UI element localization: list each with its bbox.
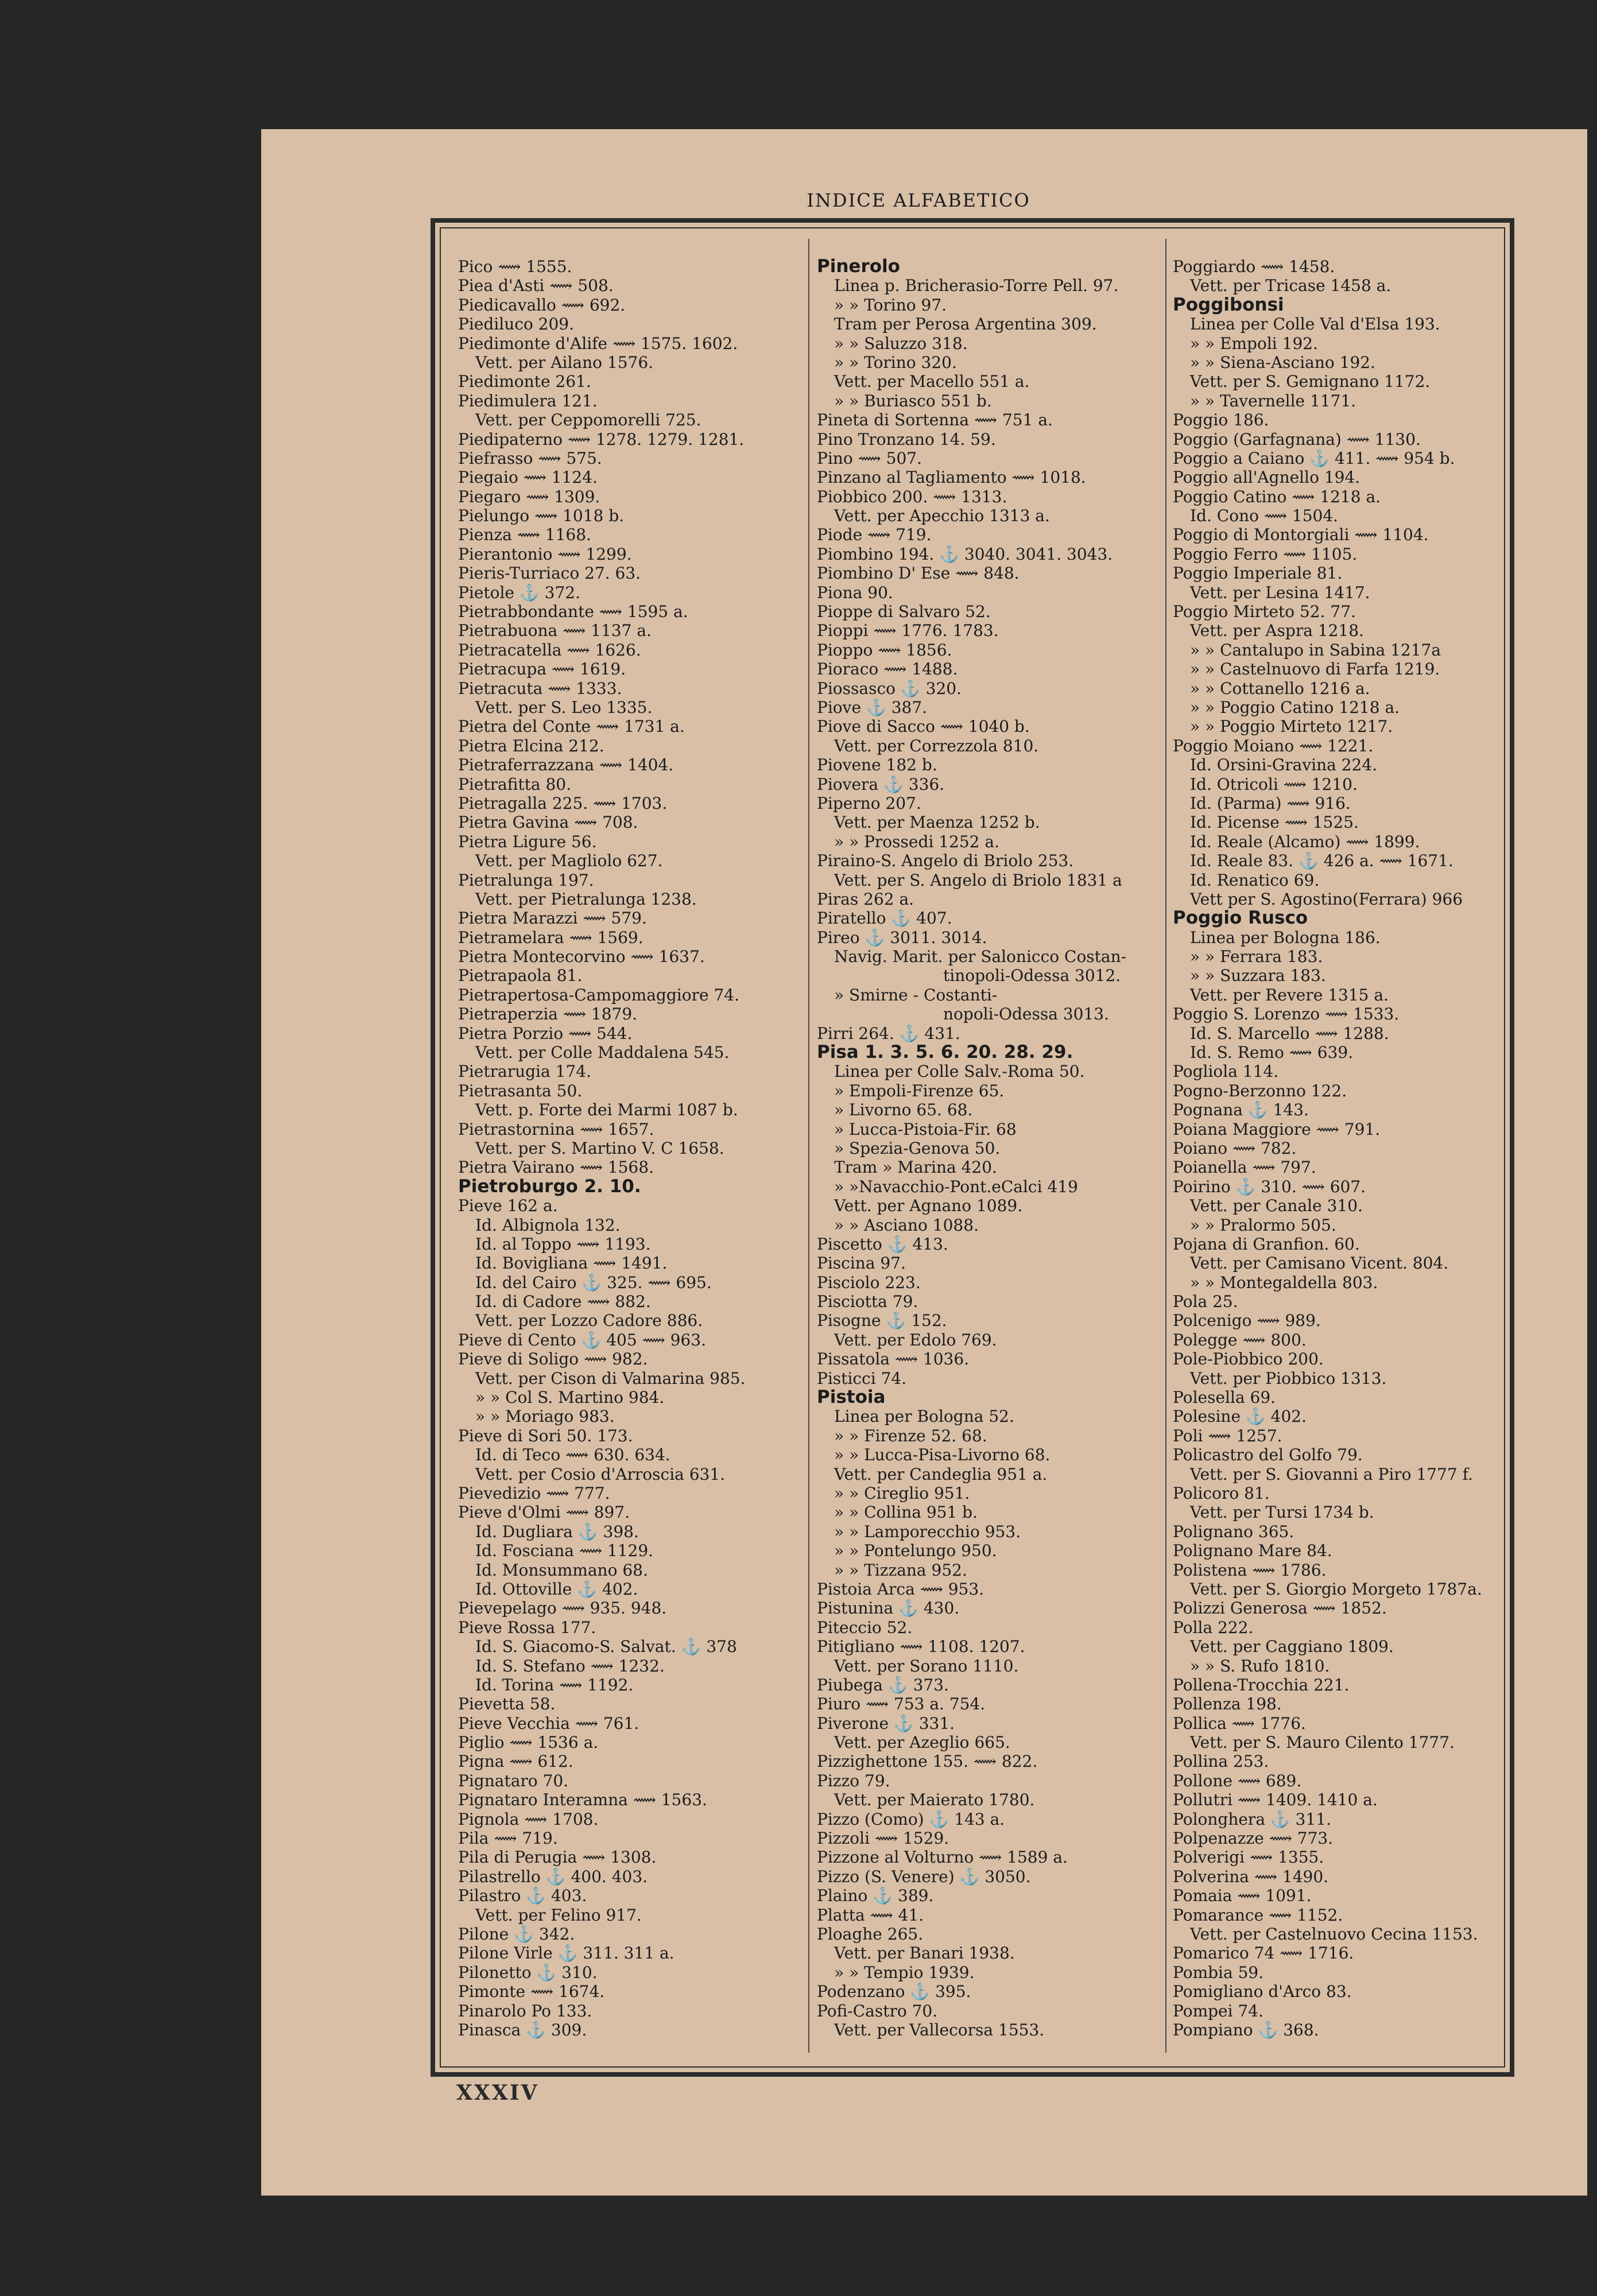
index-entry: Vett. per S. Giorgio Morgeto 1787a. xyxy=(1190,1579,1482,1599)
index-entry: » »Navacchio-Pont.eCalci 419 xyxy=(834,1177,1078,1196)
index-entry: Pioppo ⟿ 1856. xyxy=(817,640,952,660)
index-entry: Pizzo (S. Venere) ⚓ 3050. xyxy=(817,1867,1031,1886)
index-entry: Pieve Vecchia ⟿ 761. xyxy=(458,1713,639,1733)
index-entry: Poggio S. Lorenzo ⟿ 1533. xyxy=(1173,1004,1400,1024)
index-column-1 xyxy=(458,257,811,2039)
index-entry: Vett. per Cosio d'Arroscia 631. xyxy=(475,1464,726,1484)
index-entry: Pietracuta ⟿ 1333. xyxy=(458,678,622,698)
index-entry: Id. Albignola 132. xyxy=(475,1215,621,1235)
index-entry: Piteccio 52. xyxy=(817,1618,913,1637)
index-entry: Piossasco ⚓ 320. xyxy=(817,678,962,698)
index-entry: » » Torino 97. xyxy=(834,295,947,315)
index-entry: Poggio Moiano ⟿ 1221. xyxy=(1173,736,1374,755)
index-entry: » » Tavernelle 1171. xyxy=(1190,391,1356,410)
index-entry: Pietroburgo 2. 10. xyxy=(458,1176,641,1197)
index-entry: Vett. per Canale 310. xyxy=(1190,1196,1363,1216)
index-entry: Polignano 365. xyxy=(1173,1522,1294,1541)
index-entry: Pofi-Castro 70. xyxy=(817,2001,938,2020)
index-entry: Pieve Rossa 177. xyxy=(458,1618,596,1637)
index-entry: Poiana Maggiore ⟿ 791. xyxy=(1173,1119,1381,1139)
index-entry: Id. S. Marcello ⟿ 1288. xyxy=(1190,1023,1389,1043)
index-entry: Pizzo 79. xyxy=(817,1771,890,1790)
index-entry: » Empoli-Firenze 65. xyxy=(834,1081,1005,1100)
index-entry: Id. S. Giacomo-S. Salvat. ⚓ 378 xyxy=(475,1637,737,1657)
index-entry: Pilone Virle ⚓ 311. 311 a. xyxy=(458,1944,675,1963)
index-entry: » » Suzzara 183. xyxy=(1190,966,1326,986)
index-entry: Pino ⟿ 507. xyxy=(817,448,922,468)
index-entry: » » Lamporecchio 953. xyxy=(834,1522,1021,1541)
index-entry: Pisciotta 79. xyxy=(817,1292,918,1312)
index-entry: Pollone ⟿ 689. xyxy=(1173,1771,1302,1790)
index-entry: Pila ⟿ 719. xyxy=(458,1829,558,1848)
index-entry: Piedimulera 121. xyxy=(458,391,598,410)
index-entry: tinopoli-Odessa 3012. xyxy=(943,966,1121,986)
index-entry: Pievetta 58. xyxy=(458,1694,556,1714)
index-entry: Vett. per Cison di Valmarina 985. xyxy=(475,1368,746,1388)
index-entry: Pietra Gavina ⟿ 708. xyxy=(458,813,638,832)
index-entry: Vett. per Felino 917. xyxy=(475,1905,642,1925)
index-entry: Pinasca ⚓ 309. xyxy=(458,2020,587,2039)
index-entry: Vett. per S. Martino V. C 1658. xyxy=(475,1138,724,1158)
index-entry: Pistunina ⚓ 430. xyxy=(817,1599,960,1618)
index-entry: » » Poggio Catino 1218 a. xyxy=(1190,697,1400,717)
index-entry: Pompei 74. xyxy=(1173,2001,1263,2020)
index-entry: Pigna ⟿ 612. xyxy=(458,1752,573,1771)
index-entry: Vett. per Magliolo 627. xyxy=(475,851,663,871)
index-column-3 xyxy=(1173,257,1503,2039)
index-entry: Vett. per Apecchio 1313 a. xyxy=(834,506,1050,526)
index-entry: Pietra Porzio ⟿ 544. xyxy=(458,1023,633,1043)
index-entry: Piefrasso ⟿ 575. xyxy=(458,448,602,468)
index-entry: Pomarance ⟿ 1152. xyxy=(1173,1905,1343,1925)
index-entry: Polonghera ⚓ 311. xyxy=(1173,1809,1332,1829)
index-entry: » » Tizzana 952. xyxy=(834,1560,967,1580)
index-entry: Piombino D' Ese ⟿ 848. xyxy=(817,564,1020,583)
index-entry: Pollina 253. xyxy=(1173,1752,1269,1771)
index-entry: Polesella 69. xyxy=(1173,1388,1276,1407)
index-entry: Pollena-Trocchia 221. xyxy=(1173,1675,1350,1694)
index-entry: Id. Reale 83. ⚓ 426 a. ⟿ 1671. xyxy=(1190,851,1453,871)
index-entry: Platta ⟿ 41. xyxy=(817,1905,924,1925)
index-entry: Pollica ⟿ 1776. xyxy=(1173,1713,1306,1733)
index-entry: Plaino ⚓ 389. xyxy=(817,1886,934,1906)
index-entry: Poggibonsi xyxy=(1173,294,1284,315)
index-entry: Vett. per Sorano 1110. xyxy=(834,1656,1019,1676)
index-entry: Pistoia Arca ⟿ 953. xyxy=(817,1579,984,1599)
index-entry: Vett. per Camisano Vicent. 804. xyxy=(1190,1254,1449,1273)
index-entry: Pilonetto ⚓ 310. xyxy=(458,1963,598,1982)
index-entry: Pino Tronzano 14. 59. xyxy=(817,429,996,449)
index-entry: Pieve d'Olmi ⟿ 897. xyxy=(458,1503,630,1522)
index-entry: Vett. per Piobbico 1313. xyxy=(1190,1368,1387,1388)
index-entry: Vett. per Correzzola 810. xyxy=(834,736,1039,755)
index-entry: Vett. per Agnano 1089. xyxy=(834,1196,1023,1216)
index-entry: Pisa 1. 3. 5. 6. 20. 28. 29. xyxy=(817,1042,1073,1063)
index-entry: Id. al Toppo ⟿ 1193. xyxy=(475,1234,651,1254)
index-entry: Pistoia xyxy=(817,1387,886,1408)
index-entry: Polverina ⟿ 1490. xyxy=(1173,1867,1329,1886)
index-entry: Piedipaterno ⟿ 1278. 1279. 1281. xyxy=(458,429,745,449)
index-entry: Vett. per S. Giovanni a Piro 1777 f. xyxy=(1190,1464,1473,1484)
index-entry: Linea p. Bricherasio-Torre Pell. 97. xyxy=(834,276,1119,296)
index-entry: Piove ⚓ 387. xyxy=(817,697,928,717)
index-entry: » Lucca-Pistoia-Fir. 68 xyxy=(834,1119,1017,1139)
index-entry: Id. Ottoville ⚓ 402. xyxy=(475,1579,638,1599)
index-entry: Pilastrello ⚓ 400. 403. xyxy=(458,1867,648,1886)
index-entry: » » Tempio 1939. xyxy=(834,1963,975,1982)
index-entry: Piobbico 200. ⟿ 1313. xyxy=(817,487,1007,506)
index-entry: Polpenazze ⟿ 773. xyxy=(1173,1829,1334,1848)
index-entry: Pireo ⚓ 3011. 3014. xyxy=(817,928,987,947)
index-entry: Piubega ⚓ 373. xyxy=(817,1675,949,1694)
index-entry: Id. Orsini-Gravina 224. xyxy=(1190,755,1378,775)
index-entry: Linea per Bologna 52. xyxy=(834,1407,1014,1426)
index-entry: Piedimonte d'Alife ⟿ 1575. 1602. xyxy=(458,333,738,353)
index-entry: Piea d'Asti ⟿ 508. xyxy=(458,276,614,296)
index-entry: Vett. per Macello 551 a. xyxy=(834,372,1030,391)
index-entry: Polcenigo ⟿ 989. xyxy=(1173,1311,1321,1331)
index-entry: » » Pralormo 505. xyxy=(1190,1215,1336,1235)
index-column-2 xyxy=(817,257,1170,2039)
index-entry: Vett. per Maenza 1252 b. xyxy=(834,813,1040,832)
index-entry: Pineta di Sortenna ⟿ 751 a. xyxy=(817,410,1053,430)
index-entry: Pizzo (Como) ⚓ 143 a. xyxy=(817,1809,1005,1829)
index-entry: Poggio a Caiano ⚓ 411. ⟿ 954 b. xyxy=(1173,448,1455,468)
index-entry: Policoro 81. xyxy=(1173,1484,1270,1503)
index-entry: Pizzone al Volturno ⟿ 1589 a. xyxy=(817,1848,1068,1867)
index-entry: Pompiano ⚓ 368. xyxy=(1173,2020,1319,2039)
index-entry: Pietracatella ⟿ 1626. xyxy=(458,640,641,660)
index-entry: Vett. per Banari 1938. xyxy=(834,1944,1015,1963)
index-entry: Pietra del Conte ⟿ 1731 a. xyxy=(458,717,685,736)
index-entry: Pollenza 198. xyxy=(1173,1694,1282,1714)
index-entry: Poggio Catino ⟿ 1218 a. xyxy=(1173,487,1381,506)
index-entry: Piratello ⚓ 407. xyxy=(817,909,952,928)
index-entry: Pieve di Sori 50. 173. xyxy=(458,1426,633,1445)
index-entry: » Spezia-Genova 50. xyxy=(834,1138,1001,1158)
index-entry: Poianella ⟿ 797. xyxy=(1173,1158,1316,1177)
index-entry: » » Torino 320. xyxy=(834,352,957,372)
index-entry: Pietrabbondante ⟿ 1595 a. xyxy=(458,602,688,622)
index-entry: Vett. per Maierato 1780. xyxy=(834,1790,1035,1810)
index-entry: Piona 90. xyxy=(817,583,893,602)
index-entry: Id. Dugliara ⚓ 398. xyxy=(475,1522,639,1541)
index-entry: Piperno 207. xyxy=(817,793,921,813)
index-entry: Pietraperzia ⟿ 1879. xyxy=(458,1004,638,1024)
index-entry: Linea per Colle Val d'Elsa 193. xyxy=(1190,315,1440,334)
index-entry: Tram per Perosa Argentina 309. xyxy=(834,315,1097,334)
index-entry: Poggio (Garfagnana) ⟿ 1130. xyxy=(1173,429,1421,449)
index-entry: Pinarolo Po 133. xyxy=(458,2001,592,2020)
index-entry: Pimonte ⟿ 1674. xyxy=(458,1982,605,2002)
index-entry: Pietrapaola 81. xyxy=(458,966,583,986)
index-entry: Vett. per Ceppomorelli 725. xyxy=(475,410,701,430)
index-entry: Pisciolo 223. xyxy=(817,1273,921,1292)
index-entry: Vett. per Edolo 769. xyxy=(834,1330,997,1349)
index-entry: Pitigliano ⟿ 1108. 1207. xyxy=(817,1637,1025,1657)
index-entry: Piove di Sacco ⟿ 1040 b. xyxy=(817,717,1030,736)
index-entry: Piedicavallo ⟿ 692. xyxy=(458,295,626,315)
index-entry: Pizzighettone 155. ⟿ 822. xyxy=(817,1752,1038,1771)
index-entry: Pietrarugia 174. xyxy=(458,1062,591,1081)
index-entry: Pietra Elcina 212. xyxy=(458,736,604,755)
index-entry: Pico ⟿ 1555. xyxy=(458,257,572,276)
index-entry: Pietrastornina ⟿ 1657. xyxy=(458,1119,654,1139)
index-entry: Vett. per S. Mauro Cilento 1777. xyxy=(1190,1733,1455,1752)
index-entry: Pomaia ⟿ 1091. xyxy=(1173,1886,1312,1906)
index-entry: Polverigi ⟿ 1355. xyxy=(1173,1848,1324,1867)
index-entry: Pinzano al Tagliamento ⟿ 1018. xyxy=(817,468,1086,487)
index-entry: Polegge ⟿ 800. xyxy=(1173,1330,1307,1349)
index-entry: Id. Fosciana ⟿ 1129. xyxy=(475,1541,654,1561)
index-entry: Polizzi Generosa ⟿ 1852. xyxy=(1173,1599,1387,1618)
index-entry: Pioraco ⟿ 1488. xyxy=(817,660,958,679)
index-entry: » » Col S. Martino 984. xyxy=(475,1388,665,1407)
index-entry: Pietracupa ⟿ 1619. xyxy=(458,660,626,679)
index-entry: Id. di Teco ⟿ 630. 634. xyxy=(475,1445,670,1465)
index-entry: Id. Torina ⟿ 1192. xyxy=(475,1675,634,1694)
index-entry: » » Prossedi 1252 a. xyxy=(834,832,999,851)
index-entry: » » Cantalupo in Sabina 1217a xyxy=(1190,640,1441,660)
index-entry: Vett. per Azeglio 665. xyxy=(834,1733,1010,1752)
index-entry: Vett. per S. Angelo di Briolo 1831 a xyxy=(834,870,1122,890)
index-entry: Pollutri ⟿ 1409. 1410 a. xyxy=(1173,1790,1378,1810)
index-entry: Polignano Mare 84. xyxy=(1173,1541,1332,1561)
index-entry: Pierantonio ⟿ 1299. xyxy=(458,544,632,564)
index-entry: Vett. per S. Leo 1335. xyxy=(475,697,653,717)
index-entry: » Livorno 65. 68. xyxy=(834,1100,973,1120)
index-entry: Vett. per Castelnuovo Cecina 1153. xyxy=(1190,1924,1478,1944)
index-entry: Pielungo ⟿ 1018 b. xyxy=(458,506,625,526)
index-entry: Pieve di Soligo ⟿ 982. xyxy=(458,1349,648,1369)
index-entry: Id. Cono ⟿ 1504. xyxy=(1190,506,1339,526)
index-entry: Pievepelago ⟿ 935. 948. xyxy=(458,1599,667,1618)
index-entry: » » Pontelungo 950. xyxy=(834,1541,997,1561)
index-entry: Vett. per Lesina 1417. xyxy=(1190,583,1370,602)
index-entry: Pietramelara ⟿ 1569. xyxy=(458,928,644,947)
index-entry: Id. Picense ⟿ 1525. xyxy=(1190,813,1359,832)
index-entry: Pilone ⚓ 342. xyxy=(458,1924,575,1944)
index-entry: » » Cireglio 951. xyxy=(834,1484,970,1503)
index-entry: Piode ⟿ 719. xyxy=(817,525,932,545)
index-entry: Navig. Marit. per Salonicco Costan- xyxy=(834,947,1127,967)
index-entry: Tram » Marina 420. xyxy=(834,1158,997,1177)
index-entry: Polesine ⚓ 402. xyxy=(1173,1407,1307,1426)
index-entry: Id. di Cadore ⟿ 882. xyxy=(475,1292,651,1312)
index-entry: Vett. p. Forte dei Marmi 1087 b. xyxy=(475,1100,738,1120)
running-head: INDICE ALFABETICO xyxy=(807,189,1030,211)
index-entry: Poiano ⟿ 782. xyxy=(1173,1138,1297,1158)
index-entry: Piegaio ⟿ 1124. xyxy=(458,468,598,487)
index-entry: Poli ⟿ 1257. xyxy=(1173,1426,1282,1445)
index-entry: Poggio Imperiale 81. xyxy=(1173,564,1343,583)
index-entry: Pioppi ⟿ 1776. 1783. xyxy=(817,621,999,641)
index-entry: Pietole ⚓ 372. xyxy=(458,583,581,602)
index-entry: Pignola ⟿ 1708. xyxy=(458,1809,599,1829)
index-entry: Linea per Colle Salv.-Roma 50. xyxy=(834,1062,1085,1081)
index-entry: Pietra Vairano ⟿ 1568. xyxy=(458,1158,654,1177)
index-entry: » » Cottanello 1216 a. xyxy=(1190,678,1370,698)
index-entry: » » Firenze 52. 68. xyxy=(834,1426,987,1445)
index-entry: Polla 222. xyxy=(1173,1618,1254,1637)
index-entry: Piedimonte 261. xyxy=(458,372,591,391)
index-entry: Pietra Montecorvino ⟿ 1637. xyxy=(458,947,705,967)
index-entry: Vett. per Tricase 1458 a. xyxy=(1190,276,1391,296)
index-entry: Pola 25. xyxy=(1173,1292,1238,1312)
index-entry: Pilastro ⚓ 403. xyxy=(458,1886,587,1906)
index-entry: Pignataro Interamna ⟿ 1563. xyxy=(458,1790,707,1810)
index-entry: Pila di Perugia ⟿ 1308. xyxy=(458,1848,657,1867)
index-entry: Piscetto ⚓ 413. xyxy=(817,1234,948,1254)
index-entry: » » Asciano 1088. xyxy=(834,1215,979,1235)
index-entry: » Smirne - Costanti- xyxy=(834,985,998,1004)
index-frame xyxy=(431,218,1514,2077)
index-entry: Piscina 97. xyxy=(817,1254,906,1273)
index-entry: Piuro ⟿ 753 a. 754. xyxy=(817,1694,986,1714)
index-entry: Pomigliano d'Arco 83. xyxy=(1173,1982,1352,2002)
index-entry: Pieris-Turriaco 27. 63. xyxy=(458,564,641,583)
index-entry: Id. Renatico 69. xyxy=(1190,870,1320,890)
index-entry: Vett. per Aspra 1218. xyxy=(1190,621,1364,641)
index-entry: nopoli-Odessa 3013. xyxy=(943,1004,1109,1024)
index-entry: Pietra Ligure 56. xyxy=(458,832,597,851)
index-entry: Pienza ⟿ 1168. xyxy=(458,525,591,545)
index-entry: Vett. per S. Gemignano 1172. xyxy=(1190,372,1431,391)
index-entry: Policastro del Golfo 79. xyxy=(1173,1445,1363,1465)
index-entry: Pissatola ⟿ 1036. xyxy=(817,1349,970,1369)
index-entry: » » Montegaldella 803. xyxy=(1190,1273,1378,1292)
index-entry: Pietrabuona ⟿ 1137 a. xyxy=(458,621,652,641)
index-entry: Id. Bovigliana ⟿ 1491. xyxy=(475,1254,668,1273)
index-entry: Polistena ⟿ 1786. xyxy=(1173,1560,1327,1580)
index-entry: Pieve di Cento ⚓ 405 ⟿ 963. xyxy=(458,1330,706,1349)
index-entry: Pogliola 114. xyxy=(1173,1062,1279,1081)
index-entry: Vett. per Caggiano 1809. xyxy=(1190,1637,1394,1657)
index-entry: Vett. per Lozzo Cadore 886. xyxy=(475,1311,703,1331)
index-entry: » » Siena-Asciano 192. xyxy=(1190,352,1376,372)
index-entry: Linea per Bologna 186. xyxy=(1190,928,1381,947)
index-entry: Id. S. Remo ⟿ 639. xyxy=(1190,1043,1354,1062)
index-entry: » » Saluzzo 318. xyxy=(834,333,968,353)
index-entry: » » Empoli 192. xyxy=(1190,333,1318,353)
index-entry: Pignataro 70. xyxy=(458,1771,569,1790)
index-entry: Poggio Mirteto 52. 77. xyxy=(1173,602,1356,622)
index-entry: Id. del Cairo ⚓ 325. ⟿ 695. xyxy=(475,1273,712,1292)
index-entry: Pietragalla 225. ⟿ 1703. xyxy=(458,793,668,813)
index-entry: Id. Monsummano 68. xyxy=(475,1560,648,1580)
index-entry: Pojana di Granfion. 60. xyxy=(1173,1234,1360,1254)
page-folio: XXXIV xyxy=(456,2081,539,2105)
index-entry: Pomarico 74 ⟿ 1716. xyxy=(1173,1944,1354,1963)
index-entry: Pisogne ⚓ 152. xyxy=(817,1311,947,1331)
index-frame-inner xyxy=(440,227,1505,2068)
index-entry: Piovera ⚓ 336. xyxy=(817,774,945,794)
index-entry: Piverone ⚓ 331. xyxy=(817,1713,955,1733)
index-entry: Pieve 162 a. xyxy=(458,1196,558,1216)
index-entry: Piras 262 a. xyxy=(817,889,914,909)
index-entry: Pole-Piobbico 200. xyxy=(1173,1349,1324,1369)
index-entry: Piraino-S. Angelo di Briolo 253. xyxy=(817,851,1074,871)
index-entry: » » Castelnuovo di Farfa 1219. xyxy=(1190,660,1440,679)
index-entry: Piombino 194. ⚓ 3040. 3041. 3043. xyxy=(817,544,1113,564)
index-entry: Vett. per Tursi 1734 b. xyxy=(1190,1503,1374,1522)
index-entry: Vett. per Pietralunga 1238. xyxy=(475,889,697,909)
index-entry: Pietraferrazzana ⟿ 1404. xyxy=(458,755,674,775)
index-entry: » » S. Rufo 1810. xyxy=(1190,1656,1330,1676)
index-entry: Id. Otricoli ⟿ 1210. xyxy=(1190,774,1358,794)
index-entry: Poirino ⚓ 310. ⟿ 607. xyxy=(1173,1177,1366,1196)
index-entry: Pisticci 74. xyxy=(817,1368,907,1388)
index-entry: Pietralunga 197. xyxy=(458,870,594,890)
index-entry: Id. S. Stefano ⟿ 1232. xyxy=(475,1656,665,1676)
index-entry: Pioppe di Salvaro 52. xyxy=(817,602,991,622)
index-entry: Poggio Ferro ⟿ 1105. xyxy=(1173,544,1358,564)
index-entry: Pietrasanta 50. xyxy=(458,1081,583,1100)
index-entry: Poggio all'Agnello 194. xyxy=(1173,468,1360,487)
index-entry: Poggio Rusco xyxy=(1173,907,1308,929)
index-entry: Pognana ⚓ 143. xyxy=(1173,1100,1309,1120)
index-entry: Vett. per Candeglia 951 a. xyxy=(834,1464,1048,1484)
index-entry: Vett. per Ailano 1576. xyxy=(475,352,654,372)
index-entry: Pinerolo xyxy=(817,257,900,277)
index-entry: Pievedizio ⟿ 777. xyxy=(458,1484,610,1503)
index-entry: Piediluco 209. xyxy=(458,315,575,334)
index-entry: Pizzoli ⟿ 1529. xyxy=(817,1829,949,1848)
index-entry: » » Lucca-Pisa-Livorno 68. xyxy=(834,1445,1051,1465)
index-entry: Pombia 59. xyxy=(1173,1963,1264,1982)
index-entry: » » Poggio Mirteto 1217. xyxy=(1190,717,1393,736)
index-entry: Piegaro ⟿ 1309. xyxy=(458,487,600,506)
index-entry: Vett. per Vallecorsa 1553. xyxy=(834,2020,1045,2039)
index-entry: Pogno-Berzonno 122. xyxy=(1173,1081,1347,1100)
index-entry: Poggio di Montorgiali ⟿ 1104. xyxy=(1173,525,1429,545)
index-entry: » » Ferrara 183. xyxy=(1190,947,1323,967)
index-entry: Id. (Parma) ⟿ 916. xyxy=(1190,793,1351,813)
index-entry: Pirri 264. ⚓ 431. xyxy=(817,1023,960,1043)
index-entry: Ploaghe 265. xyxy=(817,1924,924,1944)
index-entry: Id. Reale (Alcamo) ⟿ 1899. xyxy=(1190,832,1420,851)
index-entry: Poggiardo ⟿ 1458. xyxy=(1173,257,1335,276)
index-entry: Vett. per Revere 1315 a. xyxy=(1190,985,1389,1004)
index-entry: » » Moriago 983. xyxy=(475,1407,615,1426)
index-entry: Piglio ⟿ 1536 a. xyxy=(458,1733,599,1752)
index-entry: Pietra Marazzi ⟿ 579. xyxy=(458,909,647,928)
index-entry: » » Collina 951 b. xyxy=(834,1503,978,1522)
index-entry: Pietrapertosa-Campomaggiore 74. xyxy=(458,985,739,1004)
index-entry: Poggio 186. xyxy=(1173,410,1269,430)
index-entry: » » Buriasco 551 b. xyxy=(834,391,992,410)
index-entry: Vett per S. Agostino(Ferrara) 966 xyxy=(1190,889,1463,909)
index-entry: Vett. per Colle Maddalena 545. xyxy=(475,1043,730,1062)
index-entry: Piovene 182 b. xyxy=(817,755,937,775)
index-entry: Pietrafitta 80. xyxy=(458,774,571,794)
index-entry: Podenzano ⚓ 395. xyxy=(817,1982,971,2002)
